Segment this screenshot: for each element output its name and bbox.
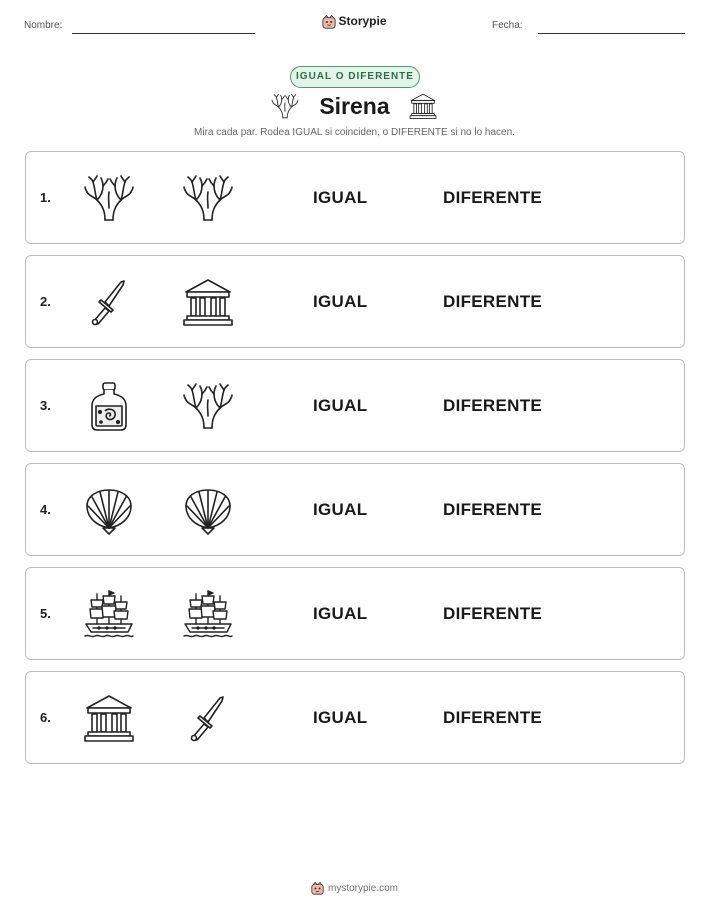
exercise-row	[25, 567, 685, 660]
coral-icon	[182, 172, 234, 224]
dagger-icon	[182, 692, 234, 744]
ship-icon	[83, 588, 135, 640]
footer	[0, 882, 709, 895]
option-diferente[interactable]: DIFERENTE	[443, 188, 543, 207]
option-igual[interactable]: IGUAL	[313, 292, 368, 311]
option-diferente[interactable]: DIFERENTE	[443, 708, 543, 727]
row-number: 3.	[40, 398, 51, 413]
storypie-logo-icon	[322, 15, 336, 29]
option-diferente[interactable]: DIFERENTE	[443, 396, 543, 415]
row-number: 5.	[40, 606, 51, 621]
exercise-row	[25, 359, 685, 452]
bottle-icon	[83, 380, 135, 432]
footer-url[interactable]: mystorypie.com	[327, 883, 398, 895]
option-diferente[interactable]: DIFERENTE	[443, 604, 543, 623]
coral-icon	[83, 172, 135, 224]
option-igual[interactable]: IGUAL	[313, 188, 368, 207]
row-number: 1.	[40, 190, 51, 205]
coral-icon	[182, 380, 234, 432]
date-line[interactable]	[538, 33, 685, 34]
brand-header	[0, 14, 709, 29]
temple-icon	[409, 92, 437, 120]
storypie-logo-icon	[311, 882, 324, 895]
shell-icon	[83, 484, 135, 536]
page-title: Sirena	[319, 93, 390, 119]
ship-icon	[182, 588, 234, 640]
name-label: Nombre:	[24, 20, 63, 31]
shell-icon	[182, 484, 234, 536]
brand-name: Storypie	[338, 14, 387, 28]
activity-badge: IGUAL O DIFERENTE	[290, 66, 420, 88]
dagger-icon	[83, 276, 135, 328]
option-diferente[interactable]: DIFERENTE	[443, 500, 543, 519]
instructions: Mira cada par. Rodea IGUAL si coinciden, o DIFERENTE si no lo hacen.	[194, 127, 515, 138]
row-number: 2.	[40, 294, 51, 309]
temple-icon	[83, 692, 135, 744]
option-igual[interactable]: IGUAL	[313, 604, 368, 623]
exercise-row	[25, 671, 685, 764]
date-label: Fecha:	[492, 20, 523, 31]
temple-icon	[182, 276, 234, 328]
option-igual[interactable]: IGUAL	[313, 500, 368, 519]
exercise-row	[25, 151, 685, 244]
row-number: 6.	[40, 710, 51, 725]
option-igual[interactable]: IGUAL	[313, 708, 368, 727]
row-number: 4.	[40, 502, 51, 517]
exercise-row	[25, 463, 685, 556]
option-igual[interactable]: IGUAL	[313, 396, 368, 415]
option-diferente[interactable]: DIFERENTE	[443, 292, 543, 311]
name-line[interactable]	[72, 33, 255, 34]
exercise-row	[25, 255, 685, 348]
